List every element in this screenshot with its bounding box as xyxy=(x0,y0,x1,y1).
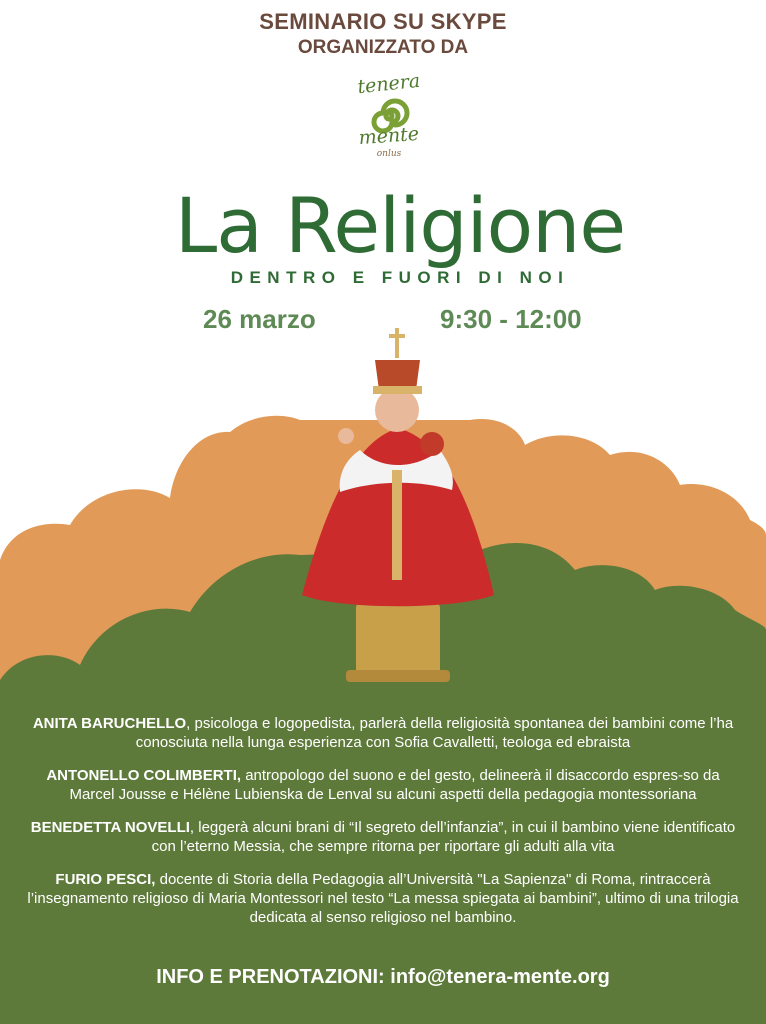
header-line-2: ORGANIZZATO DA xyxy=(297,37,469,58)
speaker-2-desc: antropologo del suono e del gesto, delineerà il disaccordo espres-so da Marcel Jousse e Hélène Lubienska de Lenval su alcuni aspetti della pedagogia montessoriana xyxy=(69,767,720,803)
speaker-4-desc: docente di Storia della Pedagogia all’Università "La Sapienza" di Roma, rintraccerà l’insegnamento religioso di Maria Montessori nel testo “La messa spiegata ai bambini”, ultimo di una trilogia dedicata al senso religioso nel bambino. xyxy=(27,871,739,926)
event-date: 26 marzo xyxy=(203,304,316,334)
logo-word-onlus: onlus xyxy=(376,149,402,159)
header-line-1: SEMINARIO SU SKYPE xyxy=(259,9,507,34)
speaker-3 xyxy=(22,818,744,856)
speaker-4 xyxy=(22,870,744,927)
speaker-1-name: ANITA BARUCHELLO xyxy=(32,715,187,732)
event-subtitle: DENTRO E FUORI DI NOI xyxy=(230,268,570,287)
speaker-1 xyxy=(22,714,744,752)
tenera-mente-logo xyxy=(343,66,435,160)
info-contact: INFO E PRENOTAZIONI: info@tenera-mente.org xyxy=(156,966,610,988)
speaker-3-name: BENEDETTA NOVELLI xyxy=(30,819,190,836)
speaker-2-name: ANTONELLO COLIMBERTI, xyxy=(46,767,242,784)
speakers-list xyxy=(22,714,744,941)
speaker-3-desc: , leggerà alcuni brani di “Il segreto dell’infanzia”, in cui il bambino viene identificato con l’eterno Messia, che sempre ritorna per riportare gli adulti alla vita xyxy=(151,819,736,855)
speaker-1-desc: , psicologa e logopedista, parlerà della religiosità spontanea dei bambini come l’ha conosciuta nella lunga esperienza con Sofia Cavalletti, teologa ed ebraista xyxy=(135,715,734,751)
event-time: 9:30 - 12:00 xyxy=(440,304,582,334)
speaker-4-name: FURIO PESCI, xyxy=(55,871,156,888)
logo-word-mente: mente xyxy=(357,122,420,150)
logo-word-tenera: tenera xyxy=(356,69,422,99)
header xyxy=(0,8,766,60)
speaker-2 xyxy=(22,766,744,804)
event-title: La Religione xyxy=(174,181,626,270)
